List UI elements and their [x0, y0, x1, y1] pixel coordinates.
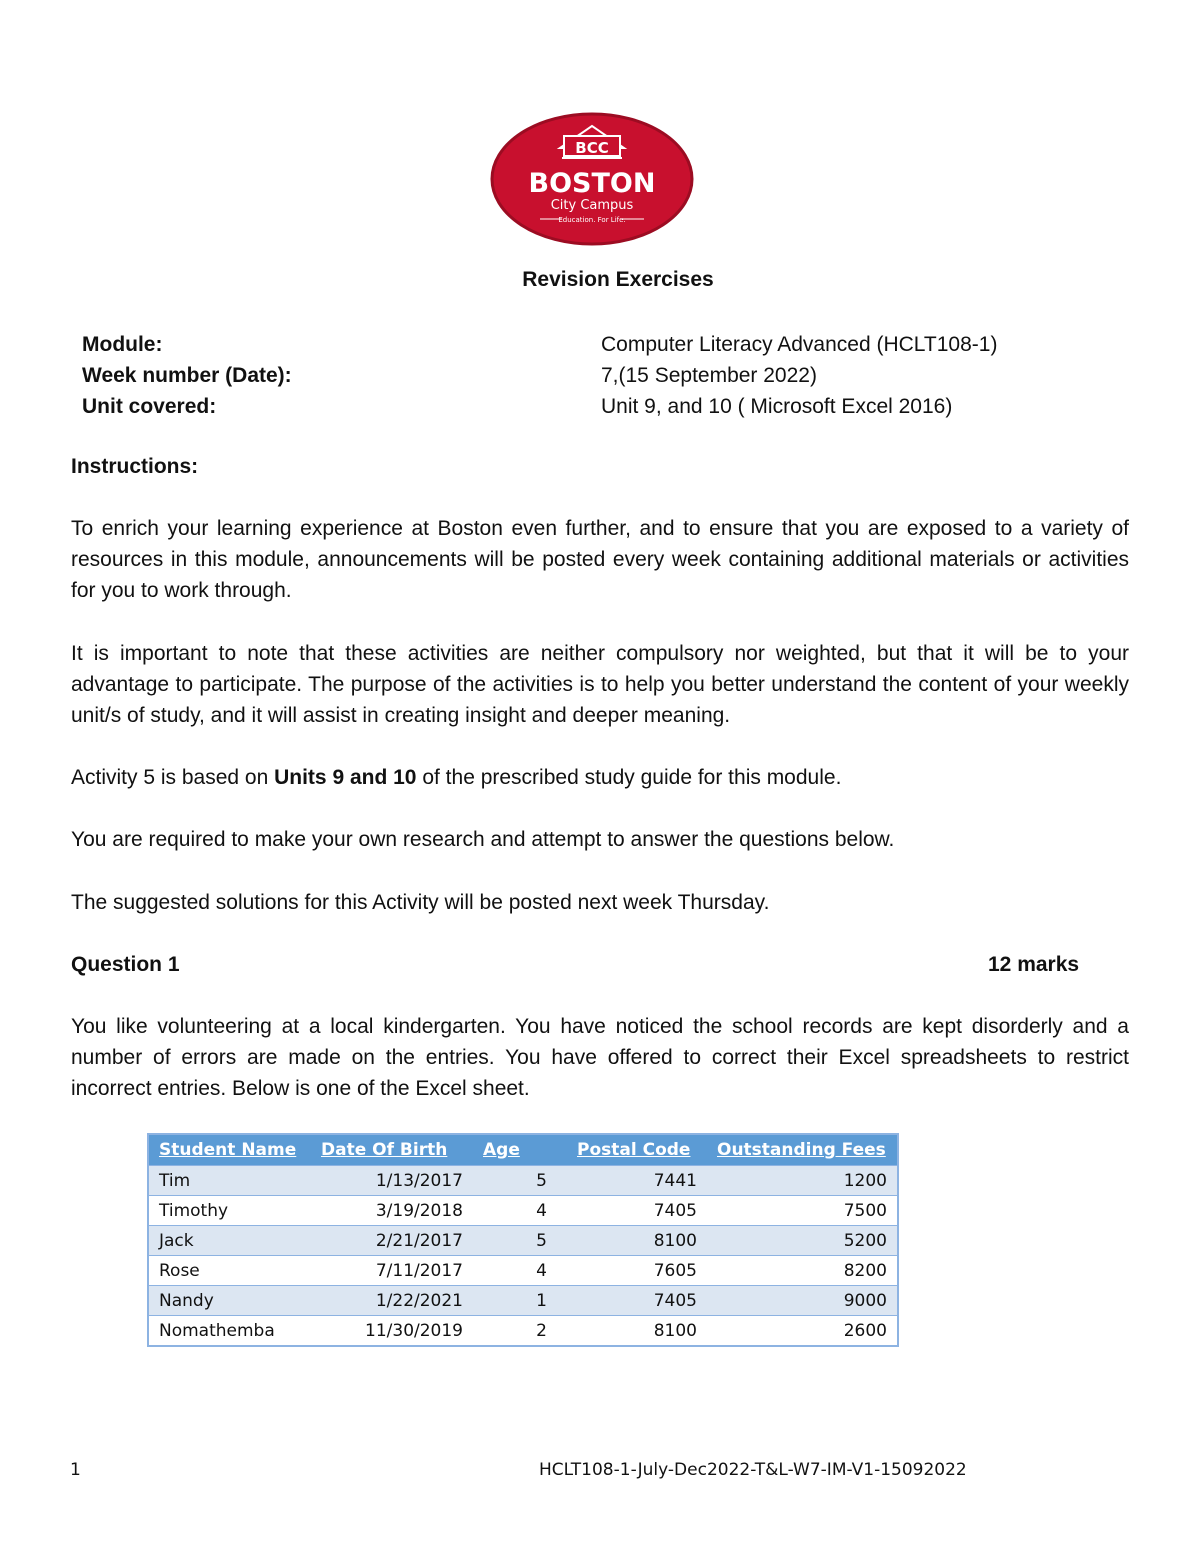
table-row [148, 1316, 898, 1347]
module-value: Computer Literacy Advanced (HCLT108-1) [601, 333, 998, 356]
cell-date-of-birth: 11/30/2019 [311, 1316, 473, 1347]
cell-student-name: Nandy [148, 1286, 311, 1316]
table-row [148, 1166, 898, 1196]
cell-date-of-birth: 1/22/2021 [311, 1286, 473, 1316]
cell-postal-code: 7405 [567, 1286, 707, 1316]
cell-outstanding-fees: 1200 [707, 1166, 898, 1196]
boston-city-campus-logo [490, 112, 694, 246]
paragraph-important: It is important to note that these activities are neither compulsory nor weighted, but that it will be to your advantage to participate. The purpose of the activities is to help you better understand the content of your weekly unit/s of study, and it will assist in creating insight and deeper meaning. [71, 642, 1129, 727]
module-label: Module: [82, 333, 163, 356]
cell-postal-code: 7605 [567, 1256, 707, 1286]
question-title: Question 1 [71, 953, 180, 976]
cell-student-name: Nomathemba [148, 1316, 311, 1347]
logo-tagline: Education. For Life. [558, 216, 626, 224]
cell-age: 4 [473, 1256, 567, 1286]
cell-outstanding-fees: 2600 [707, 1316, 898, 1347]
question-marks: 12 marks [988, 953, 1080, 976]
table-row [148, 1286, 898, 1316]
cell-date-of-birth: 7/11/2017 [311, 1256, 473, 1286]
cell-student-name: Tim [148, 1166, 311, 1196]
table-row [148, 1226, 898, 1256]
week-label: Week number (Date): [82, 364, 292, 387]
document-code: HCLT108-1-July-Dec2022-T&L-W7-IM-V1-15092022 [539, 1460, 967, 1480]
page-title: Revision Exercises [522, 268, 714, 291]
cell-age: 1 [473, 1286, 567, 1316]
cell-postal-code: 8100 [567, 1316, 707, 1347]
table-row [148, 1196, 898, 1226]
cell-date-of-birth: 2/21/2017 [311, 1226, 473, 1256]
cell-postal-code: 7405 [567, 1196, 707, 1226]
logo-name: BOSTON [528, 168, 656, 199]
header-outstanding-fees: Outstanding Fees [707, 1134, 898, 1166]
week-value: 7,(15 September 2022) [601, 364, 817, 387]
activity-text-after: of the prescribed study guide for this module. [416, 766, 842, 789]
cell-outstanding-fees: 7500 [707, 1196, 898, 1226]
cell-age: 5 [473, 1226, 567, 1256]
paragraph-activity [71, 766, 841, 790]
table-header-row [148, 1134, 898, 1166]
cell-outstanding-fees: 5200 [707, 1226, 898, 1256]
cell-outstanding-fees: 8200 [707, 1256, 898, 1286]
paragraph-enrich: To enrich your learning experience at Boston even further, and to ensure that you are exposed to a variety of resources in this module, announcements will be posted every week containing additional materials or activities for you to work through. [71, 517, 1129, 602]
page-number: 1 [70, 1460, 81, 1480]
table-row [148, 1256, 898, 1286]
unit-value: Unit 9, and 10 ( Microsoft Excel 2016) [601, 395, 953, 418]
cell-student-name: Jack [148, 1226, 311, 1256]
header-date-of-birth: Date Of Birth [311, 1134, 473, 1166]
cell-postal-code: 7441 [567, 1166, 707, 1196]
cell-student-name: Timothy [148, 1196, 311, 1226]
paragraph-solutions: The suggested solutions for this Activity will be posted next week Thursday. [71, 891, 770, 914]
logo-initials: BCC [575, 139, 609, 157]
cell-outstanding-fees: 9000 [707, 1286, 898, 1316]
student-records-table [147, 1133, 899, 1347]
activity-units-bold: Units 9 and 10 [274, 766, 417, 789]
unit-label: Unit covered: [82, 395, 217, 418]
header-postal-code: Postal Code [567, 1134, 707, 1166]
cell-date-of-birth: 3/19/2018 [311, 1196, 473, 1226]
activity-text-before: Activity 5 is based on [71, 766, 275, 789]
cell-student-name: Rose [148, 1256, 311, 1286]
header-student-name: Student Name [148, 1134, 311, 1166]
cell-age: 2 [473, 1316, 567, 1347]
instructions-heading: Instructions: [71, 455, 199, 478]
cell-age: 5 [473, 1166, 567, 1196]
cell-postal-code: 8100 [567, 1226, 707, 1256]
header-age: Age [473, 1134, 567, 1166]
cell-date-of-birth: 1/13/2017 [311, 1166, 473, 1196]
cell-age: 4 [473, 1196, 567, 1226]
logo-subtitle: City Campus [550, 198, 634, 213]
paragraph-question: You like volunteering at a local kindergarten. You have noticed the school records are kept disorderly and a number of errors are made on the entries. You have offered to correct their Excel spreadsheets to restrict incorrect entries. Below is one of the Excel sheet. [71, 1015, 1129, 1100]
paragraph-research: You are required to make your own research and attempt to answer the questions below. [71, 828, 895, 851]
